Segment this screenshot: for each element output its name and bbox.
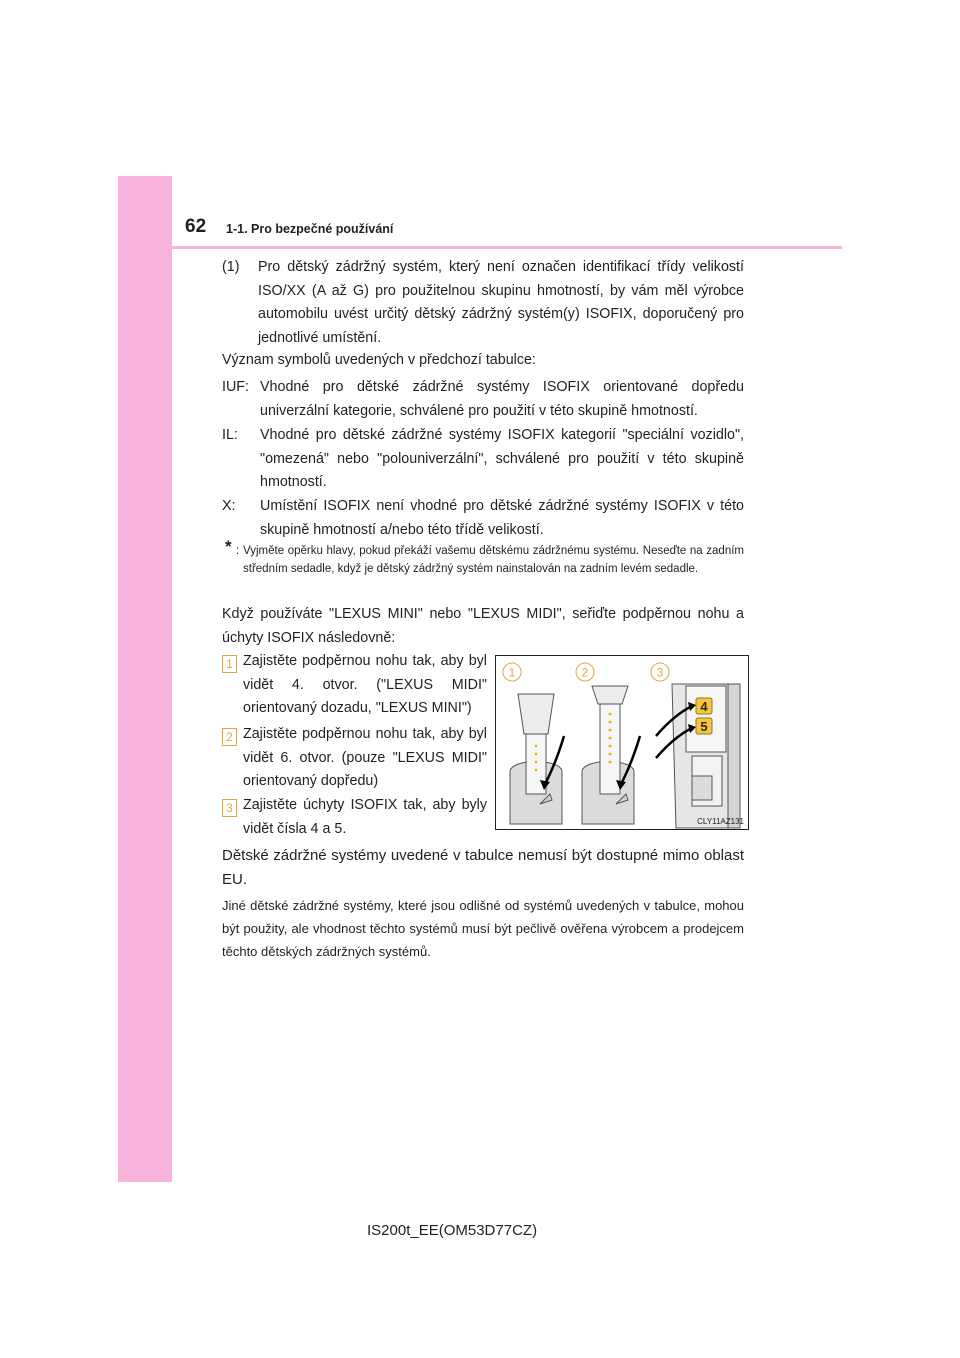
footnote-asterisk: * <box>225 537 232 556</box>
figure-code: CLY11AZ131 <box>697 817 744 826</box>
svg-text:1: 1 <box>508 665 516 680</box>
symbol-text-x: Umístění ISOFIX není vhodné pro dětské zádržné systémy ISOFIX v této skupině hmotností a/nebo této třídě velikostí. <box>260 498 744 538</box>
section-sidebar-tab <box>118 176 172 1182</box>
note-text: Pro dětský zádržný systém, který není označen identifikací třídy velikostí ISO/XX (A až G) pro použitelnou skupinu hmotností, by vám měl výrobce automobilu uvést určitý dětský zádržný systém(y) ISOFIX, doporučený pro jednotlivé umístění. <box>258 259 744 346</box>
step-3-number: 3 <box>222 799 237 817</box>
panel-2-label <box>576 663 594 681</box>
panel-2-support-leg <box>582 686 634 824</box>
step-1-text: Zajistěte podpěrnou nohu tak, aby byl vidět 4. otvor. ("LEXUS MIDI" orientovaný dozadu, "LEXUS MINI") <box>243 653 487 716</box>
page-number: 62 <box>185 216 207 237</box>
svg-text:3: 3 <box>656 665 664 680</box>
svg-text:2: 2 <box>581 665 589 680</box>
isofix-figure <box>495 655 749 830</box>
step-1-number: 1 <box>222 655 237 673</box>
section-title: 1-1. Pro bezpečné používání <box>226 222 394 236</box>
model-code: IS200t_EE(OM53D77CZ) <box>367 1222 538 1239</box>
note-marker: (1) <box>222 259 240 275</box>
footnote-colon: : <box>236 545 240 557</box>
svg-text:5: 5 <box>700 719 708 734</box>
header-divider <box>172 246 842 249</box>
panel-1-label <box>503 663 521 681</box>
lexus-intro: Když používáte "LEXUS MINI" nebo "LEXUS MIDI", seřiďte podpěrnou nohu a úchyty ISOFIX následovně: <box>222 606 744 646</box>
availability-note: Dětské zádržné systémy uvedené v tabulce nemusí být dostupné mimo oblast EU. <box>222 847 744 888</box>
symbol-code-x: X: <box>222 498 236 514</box>
isofix-mark-5 <box>696 718 712 734</box>
panel-1-support-leg <box>510 694 562 824</box>
step-2-text: Zajistěte podpěrnou nohu tak, aby byl vidět 6. otvor. (pouze "LEXUS MIDI" orientovaný dopředu) <box>243 726 487 789</box>
other-systems-note: Jiné dětské zádržné systémy, které jsou odlišné od systémů uvedených v tabulce, mohou být použity, ale vhodnost těchto systémů musí být pečlivě ověřena výrobcem a prodejcem těchto dětských zádržných systémů. <box>222 898 744 959</box>
isofix-mark-4 <box>696 698 712 714</box>
symbol-text-iuf: Vhodné pro dětské zádržné systémy ISOFIX orientované dopředu univerzální kategorie, schválené pro použití v této skupině hmotností. <box>260 379 744 419</box>
footnote-text: Vyjměte opěrku hlavy, pokud překáží vašemu dětskému zádržnému systému. Neseďte na zadním středním sedadle, když je dětský zádržný systém nainstalován na zadním levém sedadle. <box>243 545 744 575</box>
step-2-number: 2 <box>222 728 237 746</box>
step-3-text: Zajistěte úchyty ISOFIX tak, aby byly vidět čísla 4 a 5. <box>243 797 487 837</box>
symbol-text-il: Vhodné pro dětské zádržné systémy ISOFIX kategorií "speciální vozidlo", "omezená" nebo "polouniverzální", schválené pro použití v této skupině hmotností. <box>260 427 744 490</box>
symbols-intro: Význam symbolů uvedených v předchozí tabulce: <box>222 352 536 368</box>
svg-text:4: 4 <box>700 699 708 714</box>
symbol-code-il: IL: <box>222 427 238 443</box>
panel-3-label <box>651 663 669 681</box>
isofix-illustration <box>496 656 748 829</box>
symbol-code-iuf: IUF: <box>222 379 250 395</box>
